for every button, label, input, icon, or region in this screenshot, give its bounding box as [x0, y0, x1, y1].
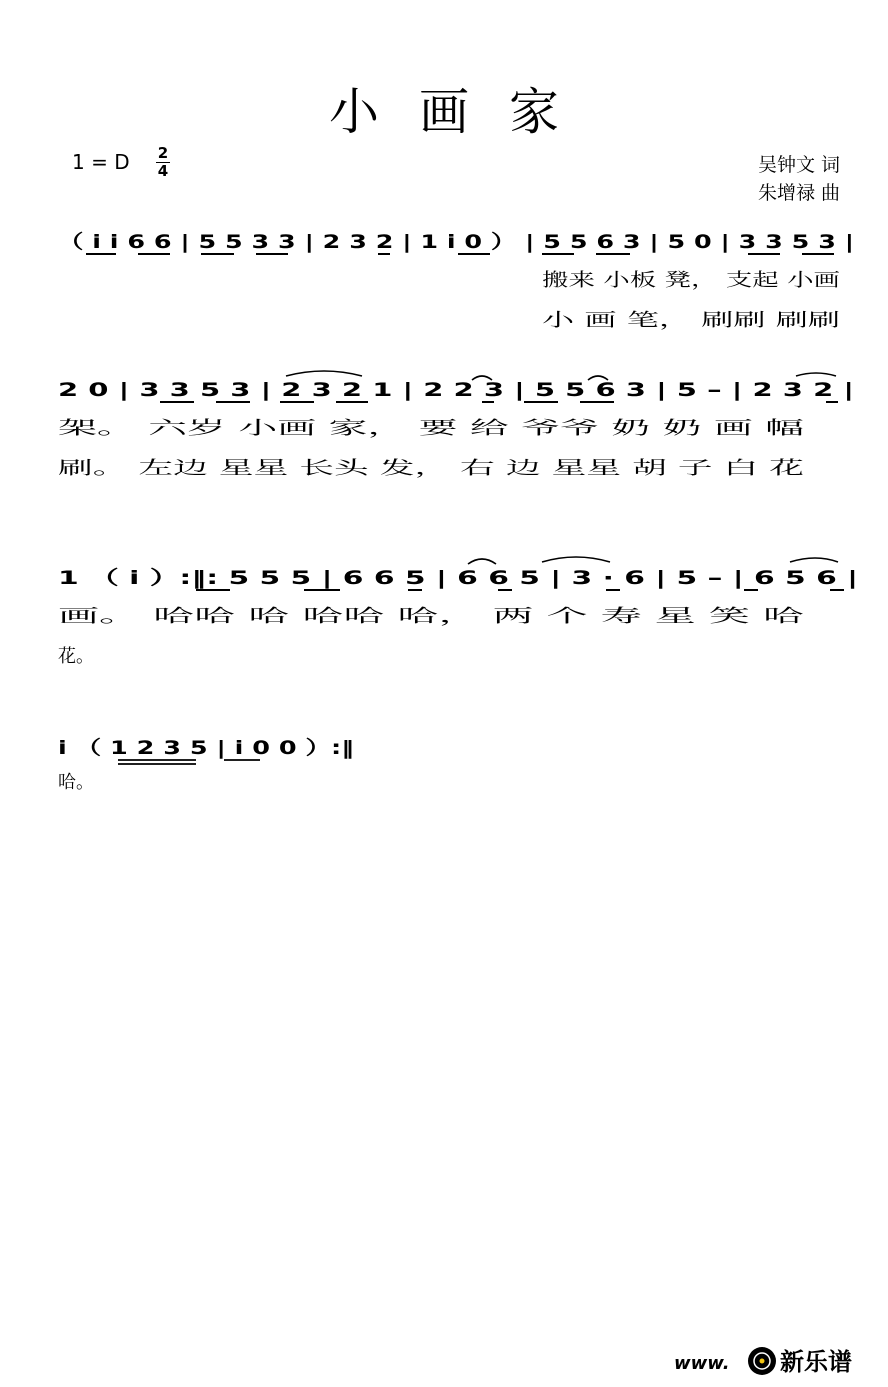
lyricist-credit: 吴钟文 词 — [757, 154, 840, 176]
row-1-lyrics-verse-2: 小 画 笔， 刷刷 刷刷 — [542, 310, 840, 331]
score-row-3 — [58, 556, 864, 667]
time-signature-bottom: 4 — [157, 162, 169, 180]
logo-svg — [674, 1343, 874, 1379]
logo-name-text: 新乐谱 — [780, 1348, 852, 1376]
row-4-underlines — [118, 760, 260, 764]
score-row-4 — [58, 732, 864, 793]
score-row-3-svg — [58, 556, 864, 668]
score-row-2-svg — [58, 370, 864, 482]
song-title: 小画家 — [329, 83, 599, 141]
score-row-1-svg — [58, 222, 864, 334]
row-4-lyrics-verse-1: 哈。 — [58, 772, 94, 793]
key-signature: 1 = D — [72, 150, 130, 174]
row-1-notes: （ i i 6 6 | 5 5 3 3 | 2 3 2 | 1 i 0 ） | 5 5 6 3 | 5 0 | 3 3 5 3 | — [58, 231, 654, 253]
site-logo — [674, 1343, 874, 1379]
row-3-slurs — [468, 557, 838, 564]
music-disc-icon — [748, 1347, 776, 1375]
score-row-4-svg — [58, 732, 864, 802]
row-4-notes: i （ 1 2 3 5 | i 0 0 ）:‖ — [58, 737, 279, 759]
score-row-1 — [58, 222, 864, 331]
row-2-lyrics-verse-1: 架。 六岁 小画 家， 要 给 爷爷 奶 奶 画 幅 — [58, 418, 804, 439]
time-signature — [156, 146, 170, 179]
row-2-lyrics-verse-2: 刷。 左边 星星 长头 发， 右 边 星星 胡 子 白 花 — [58, 458, 804, 479]
time-signature-top: 2 — [157, 144, 169, 162]
row-3-lyrics-verse-1: 画。 哈哈 哈 哈哈 哈， 两 个 寿 星 笑 哈 — [58, 606, 804, 627]
row-3-lyrics-verse-2: 花。 — [58, 646, 94, 667]
row-2-notes: 2 0 | 3 3 5 3 | 2 3 2 1 | 2 2 3 | 5 5 6 3 | 5 – | 2 3 2 | — [58, 379, 854, 401]
score-row-2 — [58, 370, 864, 479]
row-3-notes: 1 （ i ）:‖: 5 5 5 | 6 6 5 | 6 6 5 | 3 · 6 | 5 – | 6 5 6 | — [58, 567, 570, 589]
row-1-lyrics-verse-1: 搬来 小板 凳， 支起 小画 — [542, 270, 840, 291]
logo-url-text: www. — [674, 1353, 730, 1374]
composer-credit: 朱增禄 曲 — [757, 182, 840, 204]
